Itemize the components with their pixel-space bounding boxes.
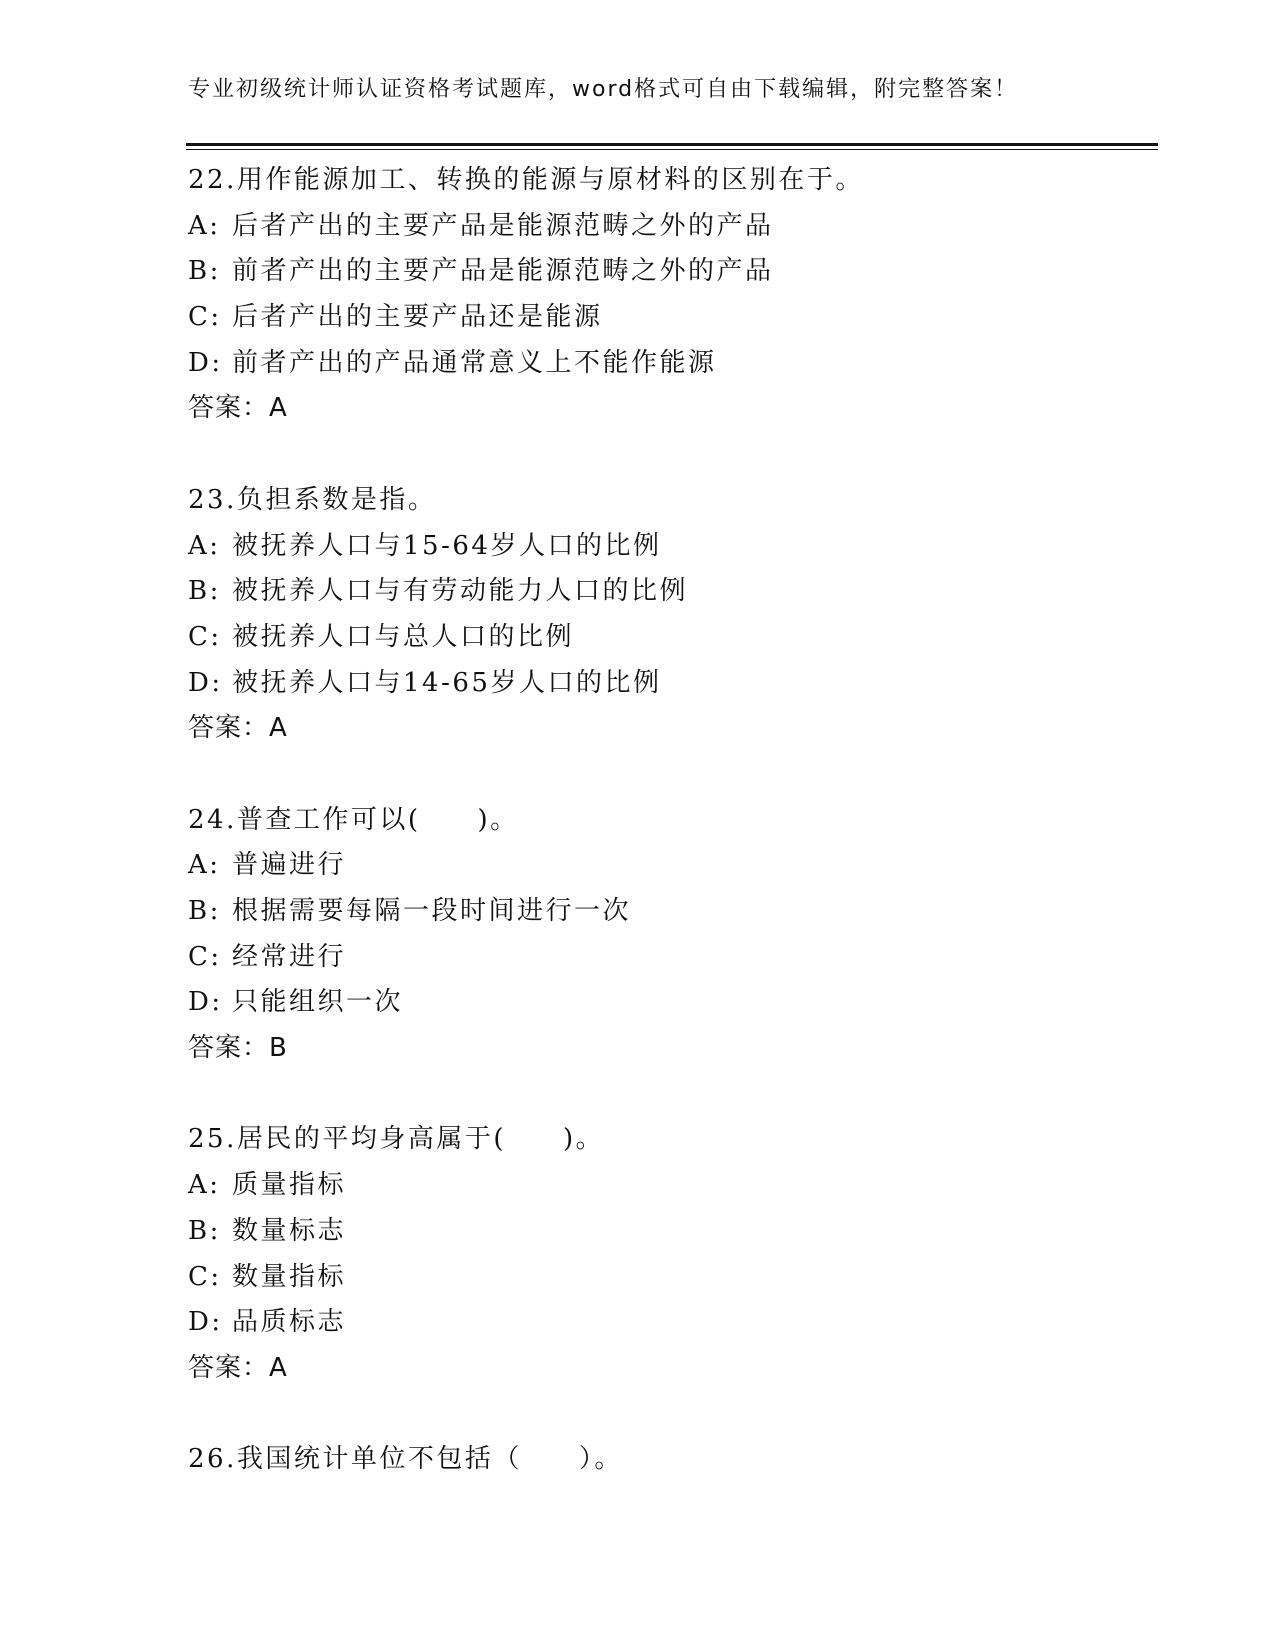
option-label: C: xyxy=(188,1261,222,1292)
option-label: B: xyxy=(188,1215,221,1246)
option-label: A: xyxy=(188,1170,221,1201)
option-d xyxy=(188,661,1148,707)
option-b xyxy=(188,1209,1148,1255)
option-label: A: xyxy=(188,530,221,561)
header-rule-thick xyxy=(186,143,1158,146)
header-rule-thin xyxy=(186,149,1158,150)
question-25 xyxy=(188,1117,1148,1437)
question-24 xyxy=(188,798,1148,1118)
option-text: 数量标志 xyxy=(232,1215,347,1246)
option-label: C: xyxy=(188,302,222,333)
option-label: D: xyxy=(188,1307,223,1338)
option-text: 前者产出的产品通常意义上不能作能源 xyxy=(232,347,717,378)
option-label: B: xyxy=(188,576,221,607)
option-c xyxy=(188,295,1148,341)
spacer xyxy=(188,432,1148,478)
spacer xyxy=(188,752,1148,798)
option-a xyxy=(188,843,1148,889)
option-label: A: xyxy=(188,850,221,881)
option-text: 后者产出的主要产品是能源范畴之外的产品 xyxy=(232,210,774,241)
page-header: 专业初级统计师认证资格考试题库，word格式可自由下载编辑，附完整答案！ xyxy=(188,77,1019,102)
question-stem: 23.负担系数是指。 xyxy=(188,484,437,515)
option-c xyxy=(188,1255,1148,1301)
option-text: 品质标志 xyxy=(232,1307,347,1338)
option-label: B: xyxy=(188,256,221,287)
option-text: 被抚养人口与有劳动能力人口的比例 xyxy=(232,576,689,607)
question-26 xyxy=(188,1437,1148,1483)
spacer xyxy=(188,1392,1148,1438)
option-text: 普遍进行 xyxy=(232,850,347,881)
option-a xyxy=(188,204,1148,250)
option-label: B: xyxy=(188,896,221,926)
question-23 xyxy=(188,478,1148,798)
option-text: 被抚养人口与14-65岁人口的比例 xyxy=(232,667,662,698)
option-text: 根据需要每隔一段时间进行一次 xyxy=(232,896,632,926)
answer-line: 答案：B xyxy=(188,1033,288,1064)
option-text: 数量指标 xyxy=(232,1261,347,1292)
option-text: 后者产出的主要产品还是能源 xyxy=(232,302,603,333)
option-c xyxy=(188,935,1148,981)
option-label: D: xyxy=(188,987,223,1018)
option-a xyxy=(188,1163,1148,1209)
option-b xyxy=(188,569,1148,615)
option-d xyxy=(188,341,1148,387)
question-22 xyxy=(188,158,1148,478)
question-stem: 26.我国统计单位不包括（ ）。 xyxy=(188,1444,623,1475)
option-text: 前者产出的主要产品是能源范畴之外的产品 xyxy=(232,256,774,287)
option-text: 只能组织一次 xyxy=(232,987,404,1018)
option-c xyxy=(188,615,1148,661)
option-label: D: xyxy=(188,667,223,698)
option-text: 被抚养人口与15-64岁人口的比例 xyxy=(232,530,662,561)
option-label: D: xyxy=(188,347,223,378)
option-d xyxy=(188,1300,1148,1346)
option-d xyxy=(188,980,1148,1026)
option-label: C: xyxy=(188,621,222,652)
option-label: C: xyxy=(188,941,222,972)
answer-line: 答案：A xyxy=(188,1352,288,1383)
option-a xyxy=(188,524,1148,570)
option-label: A: xyxy=(188,210,221,241)
question-stem: 25.居民的平均身高属于( )。 xyxy=(188,1124,605,1155)
option-text: 经常进行 xyxy=(232,941,347,972)
option-text: 被抚养人口与总人口的比例 xyxy=(232,621,575,652)
answer-line: 答案：A xyxy=(188,713,288,744)
option-text: 质量指标 xyxy=(232,1170,347,1201)
option-b xyxy=(188,889,1148,935)
question-stem: 22.用作能源加工、转换的能源与原材料的区别在于。 xyxy=(188,165,864,195)
option-b xyxy=(188,249,1148,295)
question-stem: 24.普查工作可以( )。 xyxy=(188,804,519,835)
spacer xyxy=(188,1072,1148,1118)
question-list xyxy=(188,158,1148,1483)
answer-line: 答案：A xyxy=(188,393,288,424)
